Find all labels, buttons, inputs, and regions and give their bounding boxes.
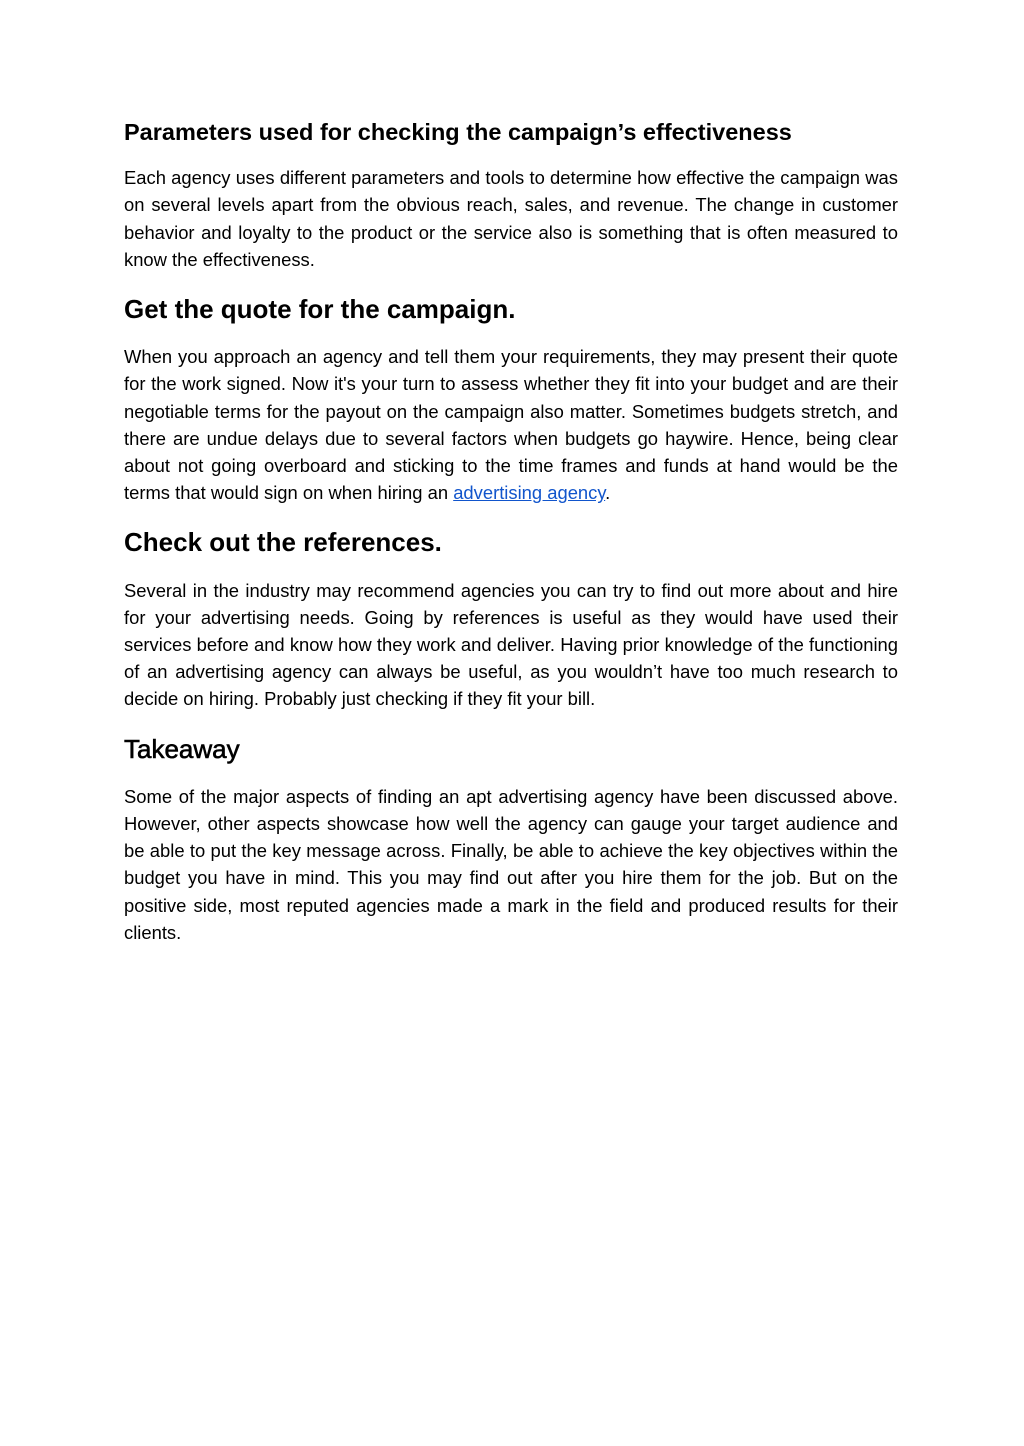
paragraph-get-quote-end: .	[605, 482, 611, 504]
advertising-agency-link[interactable]: advertising agency	[453, 482, 606, 504]
paragraph-get-quote	[124, 343, 898, 506]
heading-get-quote: Get the quote for the campaign.	[124, 294, 516, 324]
section-takeaway	[124, 734, 898, 946]
section-get-quote	[124, 294, 898, 506]
paragraph-campaign-effectiveness: Each agency uses different parameters and tools to determine how effective the campaign was on several levels apart from the obvious reach, sales, and revenue. The change in customer behavior and loyalty to the product or the service also is something that is often measured to know the effectiveness.	[124, 167, 898, 270]
heading-takeaway: Takeaway	[124, 733, 240, 764]
paragraph-references: Several in the industry may recommend agencies you can try to find out more about and hire for your advertising needs. Going by references is useful as they would have used their services before and know how they work and deliver. Having prior knowledge of the functioning of an advertising agency can always be useful, as you wouldn’t have too much research to decide on hiring. Probably just checking if they fit your bill.	[124, 579, 898, 710]
section-campaign-effectiveness	[124, 118, 898, 273]
paragraph-get-quote-text: When you approach an agency and tell them your requirements, they may present their quote for the work signed. Now it's your turn to assess whether they fit into your budget and are their negotiable terms for the payout on the campaign also matter. Sometimes budgets stretch, and there are undue delays due to several factors when budgets go haywire. Hence, being clear about not going overboard and sticking to the time frames and funds at hand would be the terms that would sign on when hiring an	[124, 346, 898, 504]
document-page	[124, 118, 898, 967]
heading-campaign-effectiveness: Parameters used for checking the campaign’s effectiveness	[124, 119, 792, 145]
heading-references: Check out the references.	[124, 527, 442, 558]
section-references	[124, 527, 898, 712]
paragraph-takeaway: Some of the major aspects of finding an apt advertising agency have been discussed above. However, other aspects showcase how well the agency can gauge your target audience and be able to put the key message across. Finally, be able to achieve the key objectives within the budget you have in mind. This you may find out after you hire them for the job. But on the positive side, most reputed agencies made a mark in the field and produced results for their clients.	[124, 785, 898, 943]
